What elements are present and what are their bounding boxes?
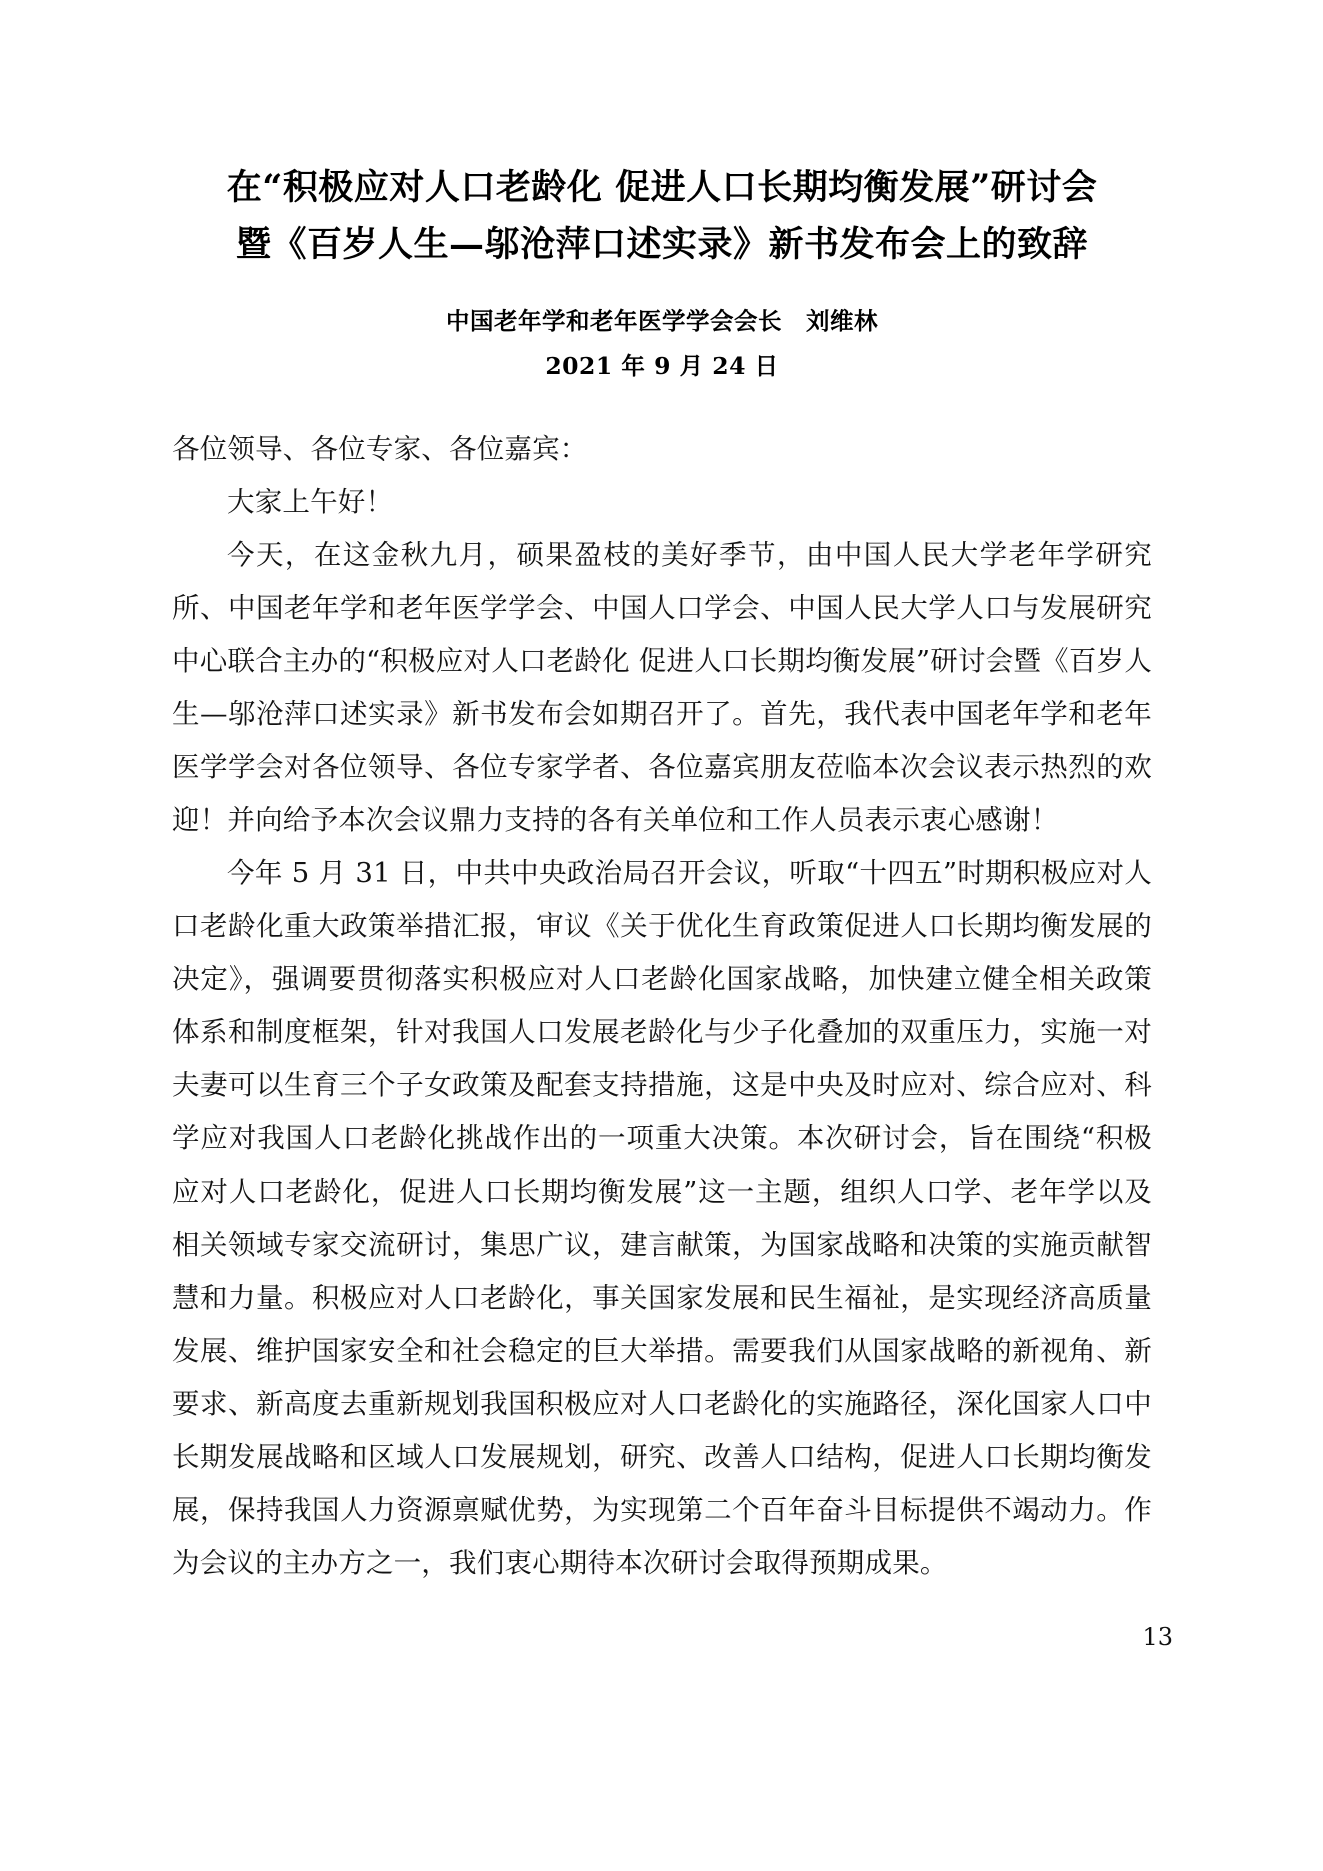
- author-byline: 中国老年学和老年医学学会会长 刘维林: [446, 307, 878, 336]
- page-number: 13: [1142, 1623, 1173, 1651]
- document-body: [172, 423, 1152, 1590]
- paragraph-policy-background: 今年 5 月 31 日，中共中央政治局召开会议，听取“十四五”时期积极应对人口老龄化重大政策举措汇报，审议《关于优化生育政策促进人口长期均衡发展的决定》，强调要贯彻落实积极应对人口老龄化国家战略，加快建立健全相关政策体系和制度框架，针对我国人口发展老龄化与少子化叠加的双重压力，实施一对夫妻可以生育三个子女政策及配套支持措施，这是中央及时应对、综合应对、科学应对我国人口老龄化挑战作出的一项重大决策。本次研讨会，旨在围绕“积极应对人口老龄化，促进人口长期均衡发展”这一主题，组织人口学、老年学以及相关领域专家交流研讨，集思广议，建言献策，为国家战略和决策的实施贡献智慧和力量。积极应对人口老龄化，事关国家发展和民生福祉，是实现经济高质量发展、维护国家安全和社会稳定的巨大举措。需要我们从国家战略的新视角、新要求、新高度去重新规划我国积极应对人口老龄化的实施路径，深化国家人口中长期发展战略和区域人口发展规划，研究、改善人口结构，促进人口长期均衡发展，保持我国人力资源禀赋优势，为实现第二个百年奋斗目标提供不竭动力。作为会议的主办方之一，我们衷心期待本次研讨会取得预期成果。: [172, 857, 1152, 1579]
- title-line-1: 在“积极应对人口老龄化 促进人口长期均衡发展”研讨会: [226, 167, 1098, 208]
- page-title: [172, 160, 1152, 273]
- paragraph-opening: 今天，在这金秋九月，硕果盈枝的美好季节，由中国人民大学老年学研究所、中国老年学和老年医学学会、中国人口学会、中国人民大学人口与发展研究中心联合主办的“积极应对人口老龄化 促进人口长期均衡发展”研讨会暨《百岁人生—邬沧萍口述实录》新书发布会如期召开了。首先，我代表中国老年学和老年医学学会对各位领导、各位专家学者、各位嘉宾朋友莅临本次会议表示热烈的欢迎！并向给予本次会议鼎力支持的各有关单位和工作人员表示衷心感谢！: [172, 538, 1152, 837]
- document-content: [172, 160, 1152, 1590]
- speech-date: 2021 年 9 月 24 日: [545, 352, 779, 381]
- title-line-2: 暨《百岁人生—邬沧萍口述实录》新书发布会上的致辞: [235, 223, 1088, 265]
- paragraph-greeting: 大家上午好！: [227, 485, 394, 518]
- byline-block: [172, 299, 1152, 388]
- paragraph-salutation: 各位领导、各位专家、各位嘉宾：: [172, 432, 588, 465]
